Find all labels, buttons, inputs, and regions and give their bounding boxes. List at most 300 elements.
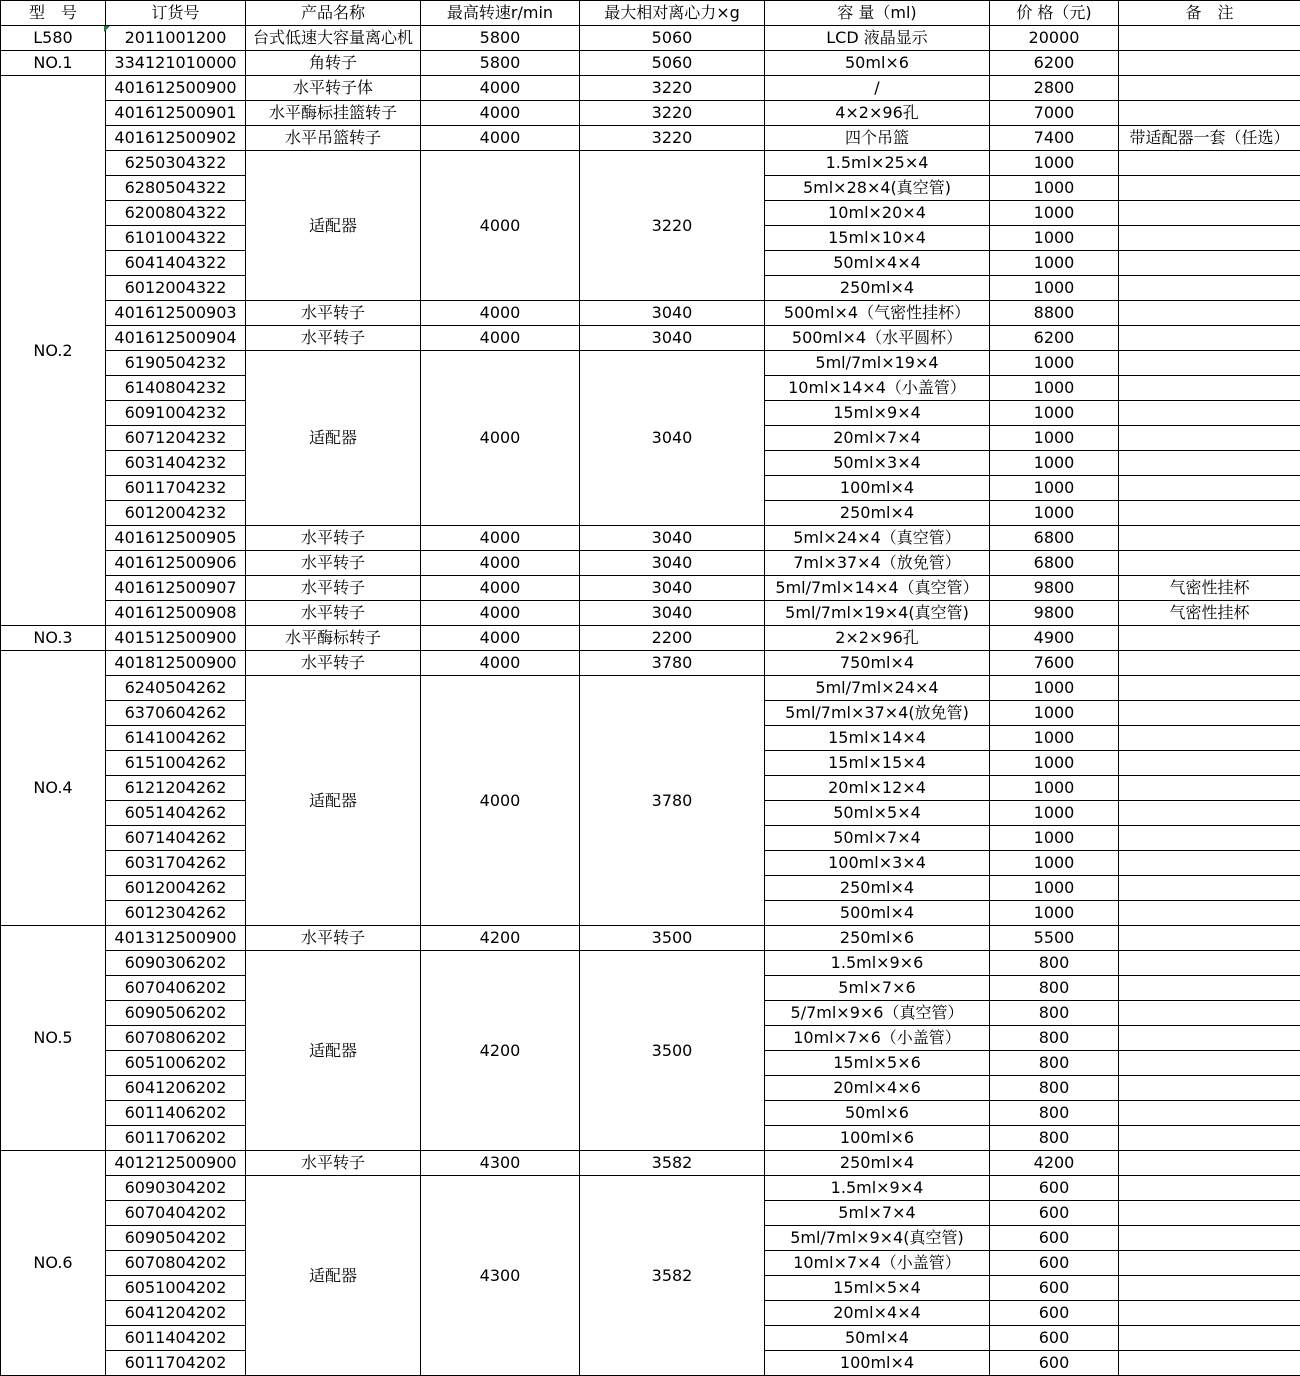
remarks-cell — [1119, 401, 1300, 426]
price-cell: 1000 — [990, 801, 1119, 826]
capacity-cell: 250ml×4 — [765, 276, 990, 301]
order-no-cell: 401612500903 — [106, 301, 246, 326]
header-price: 价 格（元) — [990, 1, 1119, 26]
order-no-cell: 6090306202 — [106, 951, 246, 976]
capacity-cell: 5ml/7ml×14×4（真空管） — [765, 576, 990, 601]
table-row — [1, 951, 1300, 976]
capacity-cell: 5ml/7ml×19×4(真空管) — [765, 601, 990, 626]
capacity-cell: 5ml×7×4 — [765, 1201, 990, 1226]
price-cell: 1000 — [990, 501, 1119, 526]
order-no-cell: 6012004322 — [106, 276, 246, 301]
product-name-cell: 水平转子 — [246, 326, 421, 351]
max-speed-cell: 5800 — [421, 51, 580, 76]
capacity-cell: 250ml×4 — [765, 501, 990, 526]
max-speed-cell: 4300 — [421, 1176, 580, 1376]
max-rcf-cell: 5060 — [580, 26, 765, 51]
product-name-cell: 水平转子 — [246, 551, 421, 576]
price-cell: 6200 — [990, 51, 1119, 76]
max-rcf-cell: 3500 — [580, 951, 765, 1151]
price-cell: 600 — [990, 1226, 1119, 1251]
table-row — [1, 651, 1300, 676]
max-speed-cell: 5800 — [421, 26, 580, 51]
capacity-cell: LCD 液晶显示 — [765, 26, 990, 51]
price-cell: 1000 — [990, 151, 1119, 176]
order-no-cell: 401612500900 — [106, 76, 246, 101]
order-no-cell: 6101004322 — [106, 226, 246, 251]
price-cell: 1000 — [990, 376, 1119, 401]
product-name-cell: 水平转子 — [246, 926, 421, 951]
capacity-cell: 50ml×6 — [765, 51, 990, 76]
order-no-cell: 334121010000 — [106, 51, 246, 76]
capacity-cell: 250ml×4 — [765, 876, 990, 901]
order-no-cell: 6070806202 — [106, 1026, 246, 1051]
order-no-cell: 6031404232 — [106, 451, 246, 476]
price-cell: 800 — [990, 1001, 1119, 1026]
remarks-cell — [1119, 1126, 1300, 1151]
remarks-cell: 带适配器一套（任选） — [1119, 126, 1300, 151]
order-no-cell: 6071404262 — [106, 826, 246, 851]
order-no-cell: 401312500900 — [106, 926, 246, 951]
order-no-cell: 401812500900 — [106, 651, 246, 676]
order-no-cell: 401512500900 — [106, 626, 246, 651]
remarks-cell — [1119, 301, 1300, 326]
header-remarks: 备 注 — [1119, 1, 1300, 26]
remarks-cell — [1119, 1276, 1300, 1301]
price-cell: 600 — [990, 1351, 1119, 1376]
order-no-cell: 6121204262 — [106, 776, 246, 801]
remarks-cell — [1119, 1251, 1300, 1276]
capacity-cell: 5ml/7ml×24×4 — [765, 676, 990, 701]
capacity-cell: 5ml/7ml×9×4(真空管) — [765, 1226, 990, 1251]
product-name-cell: 适配器 — [246, 676, 421, 926]
header-max-rcf: 最大相对离心力×g — [580, 1, 765, 26]
order-no-cell: 6011704232 — [106, 476, 246, 501]
remarks-cell — [1119, 651, 1300, 676]
max-speed-cell: 4000 — [421, 351, 580, 526]
order-no-cell: 6011404202 — [106, 1326, 246, 1351]
order-no-cell: 6141004262 — [106, 726, 246, 751]
price-cell: 800 — [990, 1126, 1119, 1151]
price-cell: 600 — [990, 1201, 1119, 1226]
price-cell: 1000 — [990, 476, 1119, 501]
remarks-cell — [1119, 951, 1300, 976]
max-speed-cell: 4000 — [421, 601, 580, 626]
remarks-cell — [1119, 376, 1300, 401]
price-cell: 20000 — [990, 26, 1119, 51]
product-name-cell: 适配器 — [246, 351, 421, 526]
capacity-cell: 5ml/7ml×19×4 — [765, 351, 990, 376]
price-cell: 600 — [990, 1301, 1119, 1326]
capacity-cell: 15ml×5×4 — [765, 1276, 990, 1301]
remarks-cell — [1119, 676, 1300, 701]
header-model: 型 号 — [1, 1, 106, 26]
table-row — [1, 576, 1300, 601]
order-no-cell: 6090504202 — [106, 1226, 246, 1251]
header-product-name: 产品名称 — [246, 1, 421, 26]
remarks-cell — [1119, 1176, 1300, 1201]
product-name-cell: 水平转子 — [246, 301, 421, 326]
price-cell: 1000 — [990, 176, 1119, 201]
table-row — [1, 76, 1300, 101]
price-cell: 4900 — [990, 626, 1119, 651]
capacity-cell: 15ml×5×6 — [765, 1051, 990, 1076]
capacity-cell: 100ml×4 — [765, 1351, 990, 1376]
order-no-cell: 6051004202 — [106, 1276, 246, 1301]
remarks-cell — [1119, 1001, 1300, 1026]
order-no-cell: 401612500902 — [106, 126, 246, 151]
order-no-cell: 6011706202 — [106, 1126, 246, 1151]
remarks-cell — [1119, 1301, 1300, 1326]
table-row — [1, 676, 1300, 701]
order-no-cell: 6070804202 — [106, 1251, 246, 1276]
remarks-cell — [1119, 176, 1300, 201]
price-cell: 6800 — [990, 526, 1119, 551]
remarks-cell — [1119, 76, 1300, 101]
price-cell: 9800 — [990, 576, 1119, 601]
order-no-cell: 401612500905 — [106, 526, 246, 551]
price-cell: 800 — [990, 1101, 1119, 1126]
table-row — [1, 101, 1300, 126]
price-cell: 1000 — [990, 776, 1119, 801]
order-no-cell: 6041206202 — [106, 1076, 246, 1101]
remarks-cell — [1119, 426, 1300, 451]
order-no-cell: 6071204232 — [106, 426, 246, 451]
product-name-cell: 水平转子体 — [246, 76, 421, 101]
model-cell: NO.4 — [1, 651, 106, 926]
product-name-cell: 水平转子 — [246, 651, 421, 676]
remarks-cell — [1119, 101, 1300, 126]
capacity-cell: 50ml×7×4 — [765, 826, 990, 851]
price-cell: 800 — [990, 976, 1119, 1001]
capacity-cell: 750ml×4 — [765, 651, 990, 676]
capacity-cell: 20ml×4×6 — [765, 1076, 990, 1101]
capacity-cell: 5ml×7×6 — [765, 976, 990, 1001]
price-cell: 1000 — [990, 676, 1119, 701]
capacity-cell: 15ml×15×4 — [765, 751, 990, 776]
remarks-cell — [1119, 1351, 1300, 1376]
table-row — [1, 926, 1300, 951]
remarks-cell — [1119, 1026, 1300, 1051]
table-row — [1, 51, 1300, 76]
header-order-no: 订货号 — [106, 1, 246, 26]
capacity-cell: 4×2×96孔 — [765, 101, 990, 126]
capacity-cell: 15ml×9×4 — [765, 401, 990, 426]
remarks-cell — [1119, 626, 1300, 651]
max-rcf-cell: 3500 — [580, 926, 765, 951]
capacity-cell: 1.5ml×25×4 — [765, 151, 990, 176]
remarks-cell — [1119, 476, 1300, 501]
price-cell: 9800 — [990, 601, 1119, 626]
remarks-cell — [1119, 751, 1300, 776]
model-cell: NO.3 — [1, 626, 106, 651]
price-cell: 6200 — [990, 326, 1119, 351]
capacity-cell: 四个吊篮 — [765, 126, 990, 151]
price-cell: 1000 — [990, 851, 1119, 876]
max-rcf-cell: 3220 — [580, 76, 765, 101]
max-speed-cell: 4000 — [421, 101, 580, 126]
order-no-cell: 6090304202 — [106, 1176, 246, 1201]
max-speed-cell: 4000 — [421, 676, 580, 926]
remarks-cell — [1119, 26, 1300, 51]
remarks-cell — [1119, 1151, 1300, 1176]
price-cell: 800 — [990, 1026, 1119, 1051]
max-speed-cell: 4000 — [421, 551, 580, 576]
header-row — [1, 1, 1300, 26]
product-name-cell: 角转子 — [246, 51, 421, 76]
product-name-cell: 水平转子 — [246, 1151, 421, 1176]
capacity-cell: 500ml×4（气密性挂杯） — [765, 301, 990, 326]
product-name-cell: 水平转子 — [246, 526, 421, 551]
table-row — [1, 351, 1300, 376]
price-cell: 1000 — [990, 451, 1119, 476]
max-speed-cell: 4000 — [421, 526, 580, 551]
capacity-cell: 50ml×5×4 — [765, 801, 990, 826]
price-cell: 1000 — [990, 751, 1119, 776]
order-no-cell: 401612500904 — [106, 326, 246, 351]
capacity-cell: 10ml×7×4（小盖管） — [765, 1251, 990, 1276]
order-no-cell: 401612500901 — [106, 101, 246, 126]
remarks-cell — [1119, 826, 1300, 851]
max-speed-cell: 4200 — [421, 951, 580, 1151]
order-no-cell: 401612500907 — [106, 576, 246, 601]
order-no-cell: 401212500900 — [106, 1151, 246, 1176]
order-no-cell: 6012304262 — [106, 901, 246, 926]
price-cell: 600 — [990, 1326, 1119, 1351]
table-row — [1, 526, 1300, 551]
price-cell: 600 — [990, 1276, 1119, 1301]
order-no-cell: 6051404262 — [106, 801, 246, 826]
max-speed-cell: 4000 — [421, 326, 580, 351]
capacity-cell: 100ml×4 — [765, 476, 990, 501]
table-row — [1, 301, 1300, 326]
product-name-cell: 适配器 — [246, 1176, 421, 1376]
max-rcf-cell: 3040 — [580, 526, 765, 551]
capacity-cell: 250ml×6 — [765, 926, 990, 951]
max-rcf-cell: 3040 — [580, 326, 765, 351]
product-name-cell: 水平转子 — [246, 576, 421, 601]
order-no-cell: 401612500908 — [106, 601, 246, 626]
capacity-cell: 15ml×14×4 — [765, 726, 990, 751]
order-no-cell: 6140804232 — [106, 376, 246, 401]
price-cell: 1000 — [990, 351, 1119, 376]
max-rcf-cell: 2200 — [580, 626, 765, 651]
table-row — [1, 26, 1300, 51]
order-no-cell: 6031704262 — [106, 851, 246, 876]
price-cell: 2800 — [990, 76, 1119, 101]
model-cell: L580 — [1, 26, 106, 51]
order-no-cell: 6011704202 — [106, 1351, 246, 1376]
capacity-cell: 15ml×10×4 — [765, 226, 990, 251]
price-cell: 600 — [990, 1176, 1119, 1201]
table-row — [1, 1176, 1300, 1201]
order-no-cell: 6070404202 — [106, 1201, 246, 1226]
capacity-cell: 50ml×4 — [765, 1326, 990, 1351]
order-no-cell: 6070406202 — [106, 976, 246, 1001]
price-cell: 8800 — [990, 301, 1119, 326]
remarks-cell — [1119, 926, 1300, 951]
capacity-cell: 7ml×37×4（放免管） — [765, 551, 990, 576]
order-no-cell: 6240504262 — [106, 676, 246, 701]
remarks-cell — [1119, 876, 1300, 901]
price-cell: 1000 — [990, 426, 1119, 451]
price-cell: 1000 — [990, 201, 1119, 226]
remarks-cell — [1119, 451, 1300, 476]
table-row — [1, 126, 1300, 151]
price-cell: 1000 — [990, 226, 1119, 251]
order-no-cell: 6051006202 — [106, 1051, 246, 1076]
price-cell: 1000 — [990, 251, 1119, 276]
remarks-cell — [1119, 1201, 1300, 1226]
max-speed-cell: 4000 — [421, 301, 580, 326]
remarks-cell — [1119, 501, 1300, 526]
model-cell: NO.6 — [1, 1151, 106, 1376]
max-rcf-cell: 3220 — [580, 101, 765, 126]
capacity-cell: 50ml×4×4 — [765, 251, 990, 276]
model-cell: NO.5 — [1, 926, 106, 1151]
max-rcf-cell: 3040 — [580, 576, 765, 601]
capacity-cell: 2×2×96孔 — [765, 626, 990, 651]
max-speed-cell: 4000 — [421, 626, 580, 651]
price-cell: 7400 — [990, 126, 1119, 151]
max-rcf-cell: 3780 — [580, 676, 765, 926]
remarks-cell — [1119, 1226, 1300, 1251]
remarks-cell — [1119, 151, 1300, 176]
capacity-cell: 10ml×7×6（小盖管） — [765, 1026, 990, 1051]
max-speed-cell: 4300 — [421, 1151, 580, 1176]
price-cell: 800 — [990, 1076, 1119, 1101]
price-cell: 6800 — [990, 551, 1119, 576]
price-cell: 7600 — [990, 651, 1119, 676]
order-no-cell: 6280504322 — [106, 176, 246, 201]
model-cell: NO.1 — [1, 51, 106, 76]
max-rcf-cell: 3040 — [580, 551, 765, 576]
price-cell: 1000 — [990, 826, 1119, 851]
remarks-cell — [1119, 976, 1300, 1001]
max-rcf-cell: 3040 — [580, 601, 765, 626]
cell-comment-marker — [104, 26, 110, 32]
price-cell: 1000 — [990, 876, 1119, 901]
remarks-cell — [1119, 351, 1300, 376]
capacity-cell: 500ml×4（水平圆杯） — [765, 326, 990, 351]
max-rcf-cell: 3780 — [580, 651, 765, 676]
max-rcf-cell: 3040 — [580, 301, 765, 326]
capacity-cell: / — [765, 76, 990, 101]
order-no-cell: 6090506202 — [106, 1001, 246, 1026]
order-no-cell: 6250304322 — [106, 151, 246, 176]
remarks-cell — [1119, 801, 1300, 826]
capacity-cell: 5ml/7ml×37×4(放免管) — [765, 701, 990, 726]
product-name-cell: 水平酶标转子 — [246, 626, 421, 651]
remarks-cell — [1119, 1076, 1300, 1101]
capacity-cell: 100ml×3×4 — [765, 851, 990, 876]
price-cell: 800 — [990, 1051, 1119, 1076]
header-capacity: 容 量（ml) — [765, 1, 990, 26]
capacity-cell: 10ml×20×4 — [765, 201, 990, 226]
max-rcf-cell: 5060 — [580, 51, 765, 76]
max-rcf-cell: 3220 — [580, 151, 765, 301]
remarks-cell — [1119, 51, 1300, 76]
capacity-cell: 1.5ml×9×6 — [765, 951, 990, 976]
model-cell: NO.2 — [1, 76, 106, 626]
max-rcf-cell: 3220 — [580, 126, 765, 151]
price-cell: 1000 — [990, 701, 1119, 726]
max-speed-cell: 4000 — [421, 151, 580, 301]
remarks-cell — [1119, 901, 1300, 926]
product-name-cell: 适配器 — [246, 951, 421, 1151]
capacity-cell: 50ml×6 — [765, 1101, 990, 1126]
price-cell: 800 — [990, 951, 1119, 976]
order-no-cell: 6041204202 — [106, 1301, 246, 1326]
remarks-cell — [1119, 851, 1300, 876]
capacity-cell: 5ml×24×4（真空管） — [765, 526, 990, 551]
table-row — [1, 151, 1300, 176]
order-no-cell: 6012004262 — [106, 876, 246, 901]
max-speed-cell: 4000 — [421, 651, 580, 676]
order-no-cell: 401612500906 — [106, 551, 246, 576]
product-name-cell: 水平吊篮转子 — [246, 126, 421, 151]
product-name-cell: 台式低速大容量离心机 — [246, 26, 421, 51]
max-speed-cell: 4000 — [421, 76, 580, 101]
order-no-cell: 6190504232 — [106, 351, 246, 376]
capacity-cell: 50ml×3×4 — [765, 451, 990, 476]
price-cell: 600 — [990, 1251, 1119, 1276]
remarks-cell — [1119, 251, 1300, 276]
product-name-cell: 适配器 — [246, 151, 421, 301]
table-row — [1, 326, 1300, 351]
capacity-cell: 500ml×4 — [765, 901, 990, 926]
table-row — [1, 1151, 1300, 1176]
order-no-cell: 6200804322 — [106, 201, 246, 226]
max-rcf-cell: 3040 — [580, 351, 765, 526]
remarks-cell — [1119, 776, 1300, 801]
order-no-cell: 6151004262 — [106, 751, 246, 776]
max-rcf-cell: 3582 — [580, 1151, 765, 1176]
remarks-cell — [1119, 1051, 1300, 1076]
price-cell: 7000 — [990, 101, 1119, 126]
table-row — [1, 626, 1300, 651]
remarks-cell: 气密性挂杯 — [1119, 576, 1300, 601]
header-max-speed: 最高转速r/min — [421, 1, 580, 26]
remarks-cell — [1119, 551, 1300, 576]
price-cell: 1000 — [990, 901, 1119, 926]
remarks-cell — [1119, 1101, 1300, 1126]
capacity-cell: 5/7ml×9×6（真空管） — [765, 1001, 990, 1026]
capacity-cell: 20ml×7×4 — [765, 426, 990, 451]
price-cell: 4200 — [990, 1151, 1119, 1176]
capacity-cell: 20ml×12×4 — [765, 776, 990, 801]
capacity-cell: 10ml×14×4（小盖管） — [765, 376, 990, 401]
remarks-cell: 气密性挂杯 — [1119, 601, 1300, 626]
max-speed-cell: 4200 — [421, 926, 580, 951]
capacity-cell: 20ml×4×4 — [765, 1301, 990, 1326]
order-no-cell: 6041404322 — [106, 251, 246, 276]
order-no-cell: 6011406202 — [106, 1101, 246, 1126]
order-no-cell: 6012004232 — [106, 501, 246, 526]
table-row — [1, 601, 1300, 626]
remarks-cell — [1119, 201, 1300, 226]
price-cell: 5500 — [990, 926, 1119, 951]
remarks-cell — [1119, 326, 1300, 351]
product-name-cell: 水平转子 — [246, 601, 421, 626]
remarks-cell — [1119, 726, 1300, 751]
order-no-cell: 6091004232 — [106, 401, 246, 426]
max-rcf-cell: 3582 — [580, 1176, 765, 1376]
remarks-cell — [1119, 526, 1300, 551]
remarks-cell — [1119, 1326, 1300, 1351]
remarks-cell — [1119, 226, 1300, 251]
table-row — [1, 551, 1300, 576]
price-cell: 1000 — [990, 276, 1119, 301]
